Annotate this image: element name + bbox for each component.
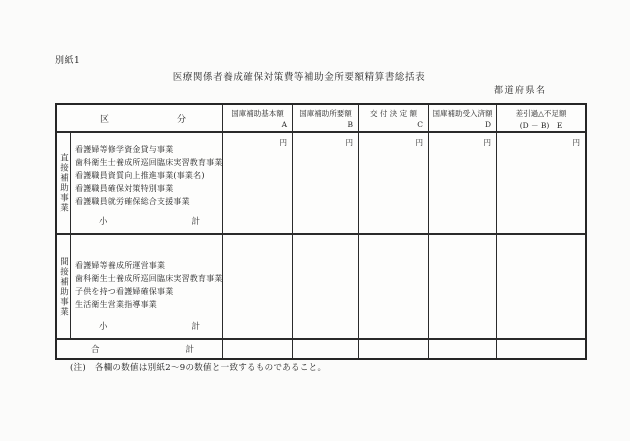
program-item: 生活衛生営業指導事業 [75,300,157,309]
amount-cell-base-total [223,340,293,358]
section-label-text: 間接補助事業 [58,256,69,317]
amount-cell-received-direct [429,133,497,235]
column-header-subsidy-received [429,105,497,133]
category-header-right: 分 [176,114,186,125]
program-item: 看護婦等修学資金貸与事業 [75,145,174,154]
settlement-summary-table [55,103,587,360]
amount-cell-required-indirect [293,235,359,340]
document-title: 医療関係者養成確保対策費等補助金所要額精算書総括表 [172,72,426,83]
column-letter: D [484,120,491,129]
yen-unit-label: 円 [483,138,491,147]
amount-cell-received-indirect [429,235,497,340]
amount-cell-balance-total [497,340,585,358]
amount-cell-base-direct [223,133,293,235]
category-header-cell [57,105,223,133]
grand-total-left: 合 [91,345,100,355]
column-letter: B [347,120,353,129]
yen-unit-label: 円 [279,138,287,147]
column-letter: A [281,120,287,129]
program-item: 看護職員就労確保総合支援事業 [75,197,190,206]
subtotal-right: 計 [191,322,200,332]
amount-cell-decision-total [359,340,429,358]
amount-cell-decision-direct [359,133,429,235]
column-title: 国庫補助基本額 [231,109,284,118]
yen-unit-label: 円 [572,138,580,147]
column-letter: C [417,120,423,129]
amount-cell-balance-direct [497,133,585,235]
subtotal-left: 小 [99,322,108,332]
column-title: 交 付 決 定 額 [369,109,418,118]
column-letter: (D － B) E [519,121,563,130]
column-header-grant-decision [359,105,429,133]
section-label-direct-subsidy [57,133,71,235]
prefecture-name-label: 都道府県名 [494,86,547,96]
category-header-left: 区 [100,114,110,125]
subtotal-row [71,320,222,338]
program-item-list [71,133,222,208]
section-label-text: 直接補助事業 [58,153,69,213]
grand-total-cell [57,340,223,358]
amount-cell-base-indirect [223,235,293,340]
section-indirect-items-cell [71,235,223,340]
amount-cell-decision-indirect [359,235,429,340]
amount-cell-required-total [293,340,359,358]
subtotal-left: 小 [99,217,108,227]
amount-cell-required-direct [293,133,359,235]
column-header-balance-excess-shortage [497,105,585,133]
column-title: 国庫補助受入済額 [432,109,493,118]
grand-total-right: 計 [185,345,194,355]
program-item: 看護婦等養成所運営事業 [75,261,166,270]
section-direct-items-cell [71,133,223,235]
amount-cell-balance-indirect [497,235,585,340]
program-item-list [71,235,222,311]
column-header-national-subsidy-required [293,105,359,133]
footnote: (注) 各欄の数値は別紙2～9の数値と一致するものであること。 [70,363,327,373]
yen-unit-label: 円 [345,138,353,147]
program-item: 子供を持つ看護婦確保事業 [75,287,174,296]
column-title: 国庫補助所要額 [299,109,352,118]
amount-cell-received-total [429,340,497,358]
program-item: 歯科衛生士養成所巡回臨床実習教育事業 [75,158,223,167]
subtotal-right: 計 [191,217,200,227]
yen-unit-label: 円 [415,138,423,147]
program-item: 歯科衛生士養成所巡回臨床実習教育事業 [75,274,223,283]
attachment-label: 別紙1 [55,56,81,66]
column-header-national-subsidy-base [223,105,293,133]
column-title: 差引過△不足額 [515,109,567,118]
program-item: 看護職員資質向上推進事業(事業名) [75,171,205,180]
subtotal-row [71,215,222,233]
section-label-indirect-subsidy [57,235,71,340]
program-item: 看護職員確保対策特別事業 [75,184,174,193]
